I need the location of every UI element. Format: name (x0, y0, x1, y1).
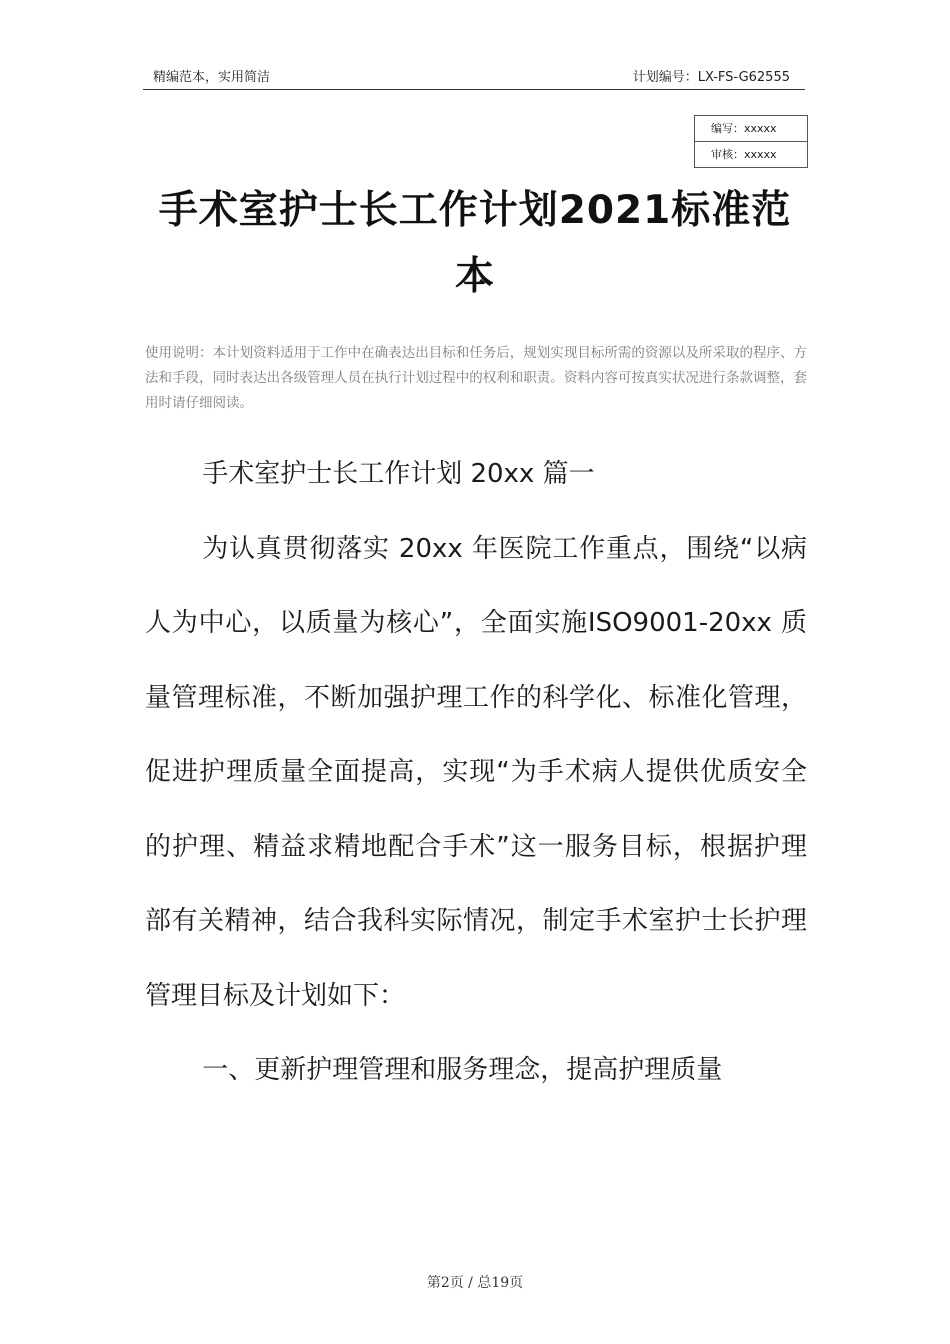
document-title: 手术室护士长工作计划2021标准范本 (158, 188, 792, 299)
usage-note: 使用说明：本计划资料适用于工作中在确表达出目标和任务后，规划实现目标所需的资源以及所采取的程序、方法和手段，同时表达出各级管理人员在执行计划过程中的权利和职责。资料内容可按真实状况进行条款调整，套用时请仔细阅读。 (145, 345, 807, 411)
author-field: 编写：xxxxx (711, 122, 777, 135)
sub-heading: 一、更新护理管理和服务理念，提高护理质量 (202, 1055, 723, 1085)
section-heading: 手术室护士长工作计划 20xx 篇一 (202, 459, 595, 489)
header-divider (143, 89, 805, 90)
page-number: 第2页 / 总19页 (426, 1275, 524, 1291)
author-reviewer-box (694, 115, 808, 168)
reviewer-field: 审核：xxxxx (695, 141, 807, 167)
plan-number: 计划编号：LX-FS-G62555 (632, 70, 790, 85)
body-paragraph: 为认真贯彻落实 20xx 年医院工作重点，围绕“以病人为中心，以质量为核心”，全面实施ISO9001-20xx 质量管理标准，不断加强护理工作的科学化、标准化管理，促进护理质量全面提高，实现“为手术病人提供优质安全的护理、精益求精地配合手术”这一服务目标，根据护理部有关精神，结合我科实际情况，制定手术室护士长护理管理目标及计划如下： (145, 533, 807, 1011)
document-body (145, 437, 807, 1108)
header-left-text: 精编范本，实用简洁 (153, 70, 271, 85)
